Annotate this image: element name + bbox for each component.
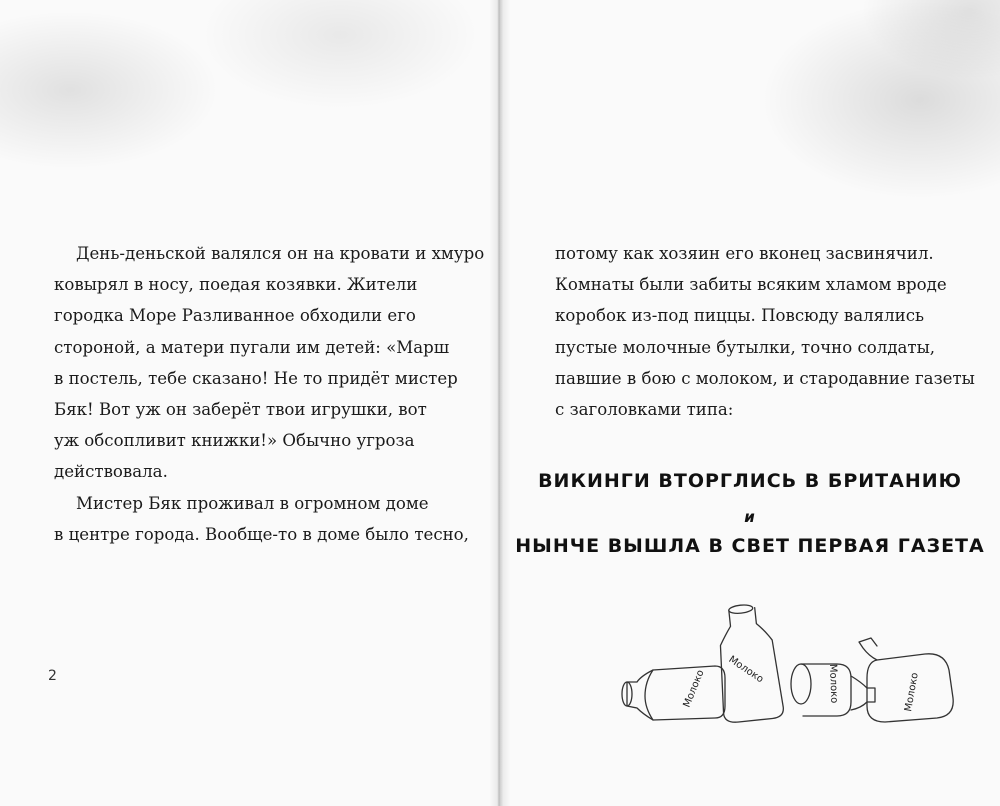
right-body-text bbox=[555, 238, 975, 425]
milk-bottle-icon bbox=[713, 602, 785, 724]
newspaper-headline-vikings: ВИКИНГИ ВТОРГЛИСЬ В БРИТАНИЮ bbox=[538, 470, 962, 492]
text-line: в постель, тебе сказано! Не то придёт мистер bbox=[54, 368, 458, 388]
text-line: в центре города. Вообще-то в доме было тесно, bbox=[54, 524, 469, 544]
bottle-label: Молоко bbox=[681, 668, 707, 710]
milk-bottle-icon bbox=[622, 666, 725, 720]
newspaper-headline-first-newspaper: НЫНЧЕ ВЫШЛА В СВЕТ ПЕРВАЯ ГАЗЕТА bbox=[515, 535, 985, 557]
text-line: День-деньской валялся он на кровати и хмуро bbox=[76, 244, 485, 263]
book-gutter bbox=[489, 0, 511, 806]
bottle-label: Молоко bbox=[726, 654, 766, 686]
milk-bottle-icon bbox=[859, 638, 953, 722]
headline-conjunction: и bbox=[744, 508, 756, 526]
page-number: 2 bbox=[48, 668, 57, 684]
left-page bbox=[0, 0, 498, 806]
text-line: Бяк! Вот уж он заберёт твои игрушки, вот bbox=[54, 400, 427, 420]
milk-bottle-icon bbox=[791, 664, 875, 716]
text-line: павшие в бою с молоком, и стародавние газеты bbox=[555, 368, 975, 388]
text-line: уж обсопливит книжки!» Обычно угроза bbox=[54, 431, 415, 451]
text-line: стороной, а матери пугали им детей: «Марш bbox=[54, 337, 450, 357]
text-line: Мистер Бяк проживал в огромном доме bbox=[76, 493, 429, 513]
bottle-label: Молоко bbox=[827, 663, 840, 704]
bottle-label: Молоко bbox=[903, 671, 921, 713]
text-line: городка Море Разливанное обходили его bbox=[54, 306, 416, 326]
left-body-text bbox=[54, 238, 485, 550]
text-line: потому как хозяин его вконец засвинячил. bbox=[555, 244, 934, 263]
text-line: пустые молочные бутылки, точно солдаты, bbox=[555, 337, 936, 357]
text-line: Комнаты были забиты всяким хламом вроде bbox=[555, 275, 947, 295]
text-line: коробок из-под пиццы. Повсюду валялись bbox=[555, 306, 925, 326]
text-line: с заголовками типа: bbox=[555, 400, 734, 420]
milk-bottles-illustration bbox=[605, 598, 960, 728]
text-line: действовала. bbox=[54, 462, 168, 482]
text-line: ковырял в носу, поедая козявки. Жители bbox=[54, 275, 418, 295]
